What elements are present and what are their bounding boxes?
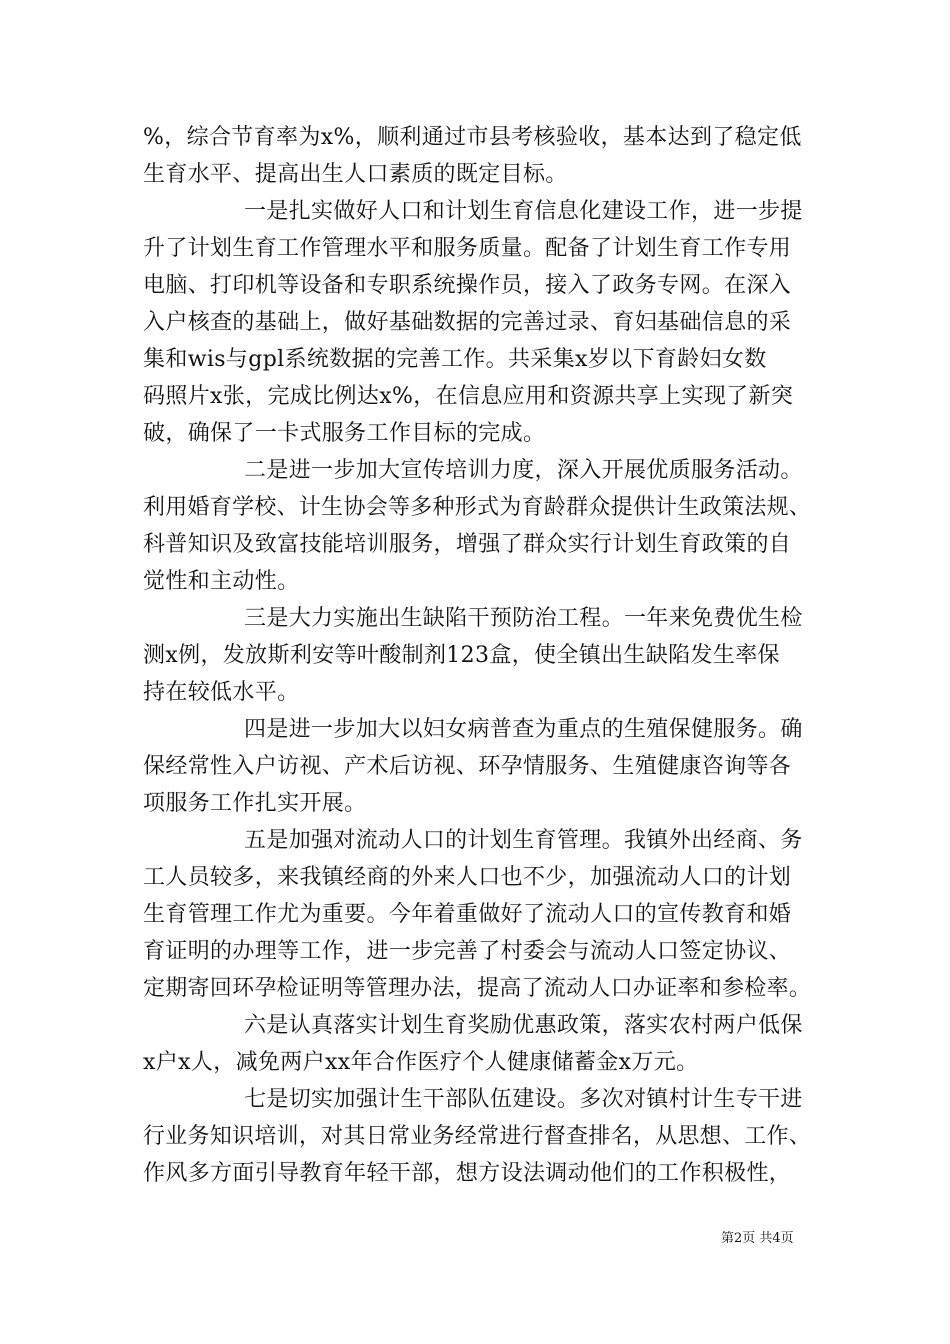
text-line: 破，确保了一卡式服务工作目标的完成。 bbox=[143, 421, 546, 446]
text-line: 觉性和主动性。 bbox=[143, 569, 300, 594]
paragraph-4-first-line: 四是进一步加大以妇女病普查为重点的生殖保健服务。确 bbox=[244, 717, 803, 742]
text-line: 电脑、打印机等设备和专职系统操作员，接入了政务专网。在深入 bbox=[143, 273, 792, 298]
paragraph-2-first-line: 二是进一步加大宣传培训力度，深入开展优质服务活动。 bbox=[244, 458, 803, 483]
text-line: 码照片x张，完成比例达x%，在信息应用和资源共享上实现了新突 bbox=[143, 384, 794, 409]
page-number: 第2页 共4页 bbox=[721, 1231, 794, 1246]
text-line: 集和wis与gpl系统数据的完善工作。共采集x岁以下育龄妇女数 bbox=[143, 347, 767, 372]
paragraph-5-first-line: 五是加强对流动人口的计划生育管理。我镇外出经商、务 bbox=[244, 828, 803, 853]
text-line: 科普知识及致富技能培训服务，增强了群众实行计划生育政策的自 bbox=[143, 532, 792, 557]
text-line: 定期寄回环孕检证明等管理办法，提高了流动人口办证率和参检率。 bbox=[143, 976, 812, 1001]
text-line: 利用婚育学校、计生协会等多种形式为育龄群众提供计生政策法规、 bbox=[143, 495, 812, 520]
text-line: 项服务工作扎实开展。 bbox=[143, 791, 367, 816]
text-line: 测x例，发放斯利安等叶酸制剂123盒，使全镇出生缺陷发生率保 bbox=[143, 643, 780, 668]
text-line: 生育水平、提高出生人口素质的既定目标。 bbox=[143, 162, 568, 187]
text-line: 保经常性入户访视、产术后访视、环孕情服务、生殖健康咨询等各 bbox=[143, 754, 792, 779]
text-line: 育证明的办理等工作，进一步完善了村委会与流动人口签定协议、 bbox=[143, 939, 792, 964]
text-line: 作风多方面引导教育年轻干部，想方设法调动他们的工作积极性， bbox=[143, 1161, 792, 1186]
paragraph-6-first-line: 六是认真落实计划生育奖励优惠政策，落实农村两户低保 bbox=[244, 1013, 803, 1038]
text-line: 升了计划生育工作管理水平和服务质量。配备了计划生育工作专用 bbox=[143, 236, 792, 261]
text-line: 入户核查的基础上，做好基础数据的完善过录、育妇基础信息的采 bbox=[143, 310, 792, 335]
text-line: x户x人，减免两户xx年合作医疗个人健康储蓄金x万元。 bbox=[143, 1050, 699, 1075]
paragraph-7-first-line: 七是切实加强计生干部队伍建设。多次对镇村计生专干进 bbox=[244, 1087, 803, 1112]
paragraph-1-first-line: 一是扎实做好人口和计划生育信息化建设工作，进一步提 bbox=[244, 199, 803, 224]
text-line: 行业务知识培训，对其日常业务经常进行督查排名，从思想、工作、 bbox=[143, 1124, 812, 1149]
text-line: 持在较低水平。 bbox=[143, 680, 300, 705]
text-line: %，综合节育率为x%，顺利通过市县考核验收，基本达到了稳定低 bbox=[143, 125, 802, 150]
text-line: 生育管理工作尤为重要。今年着重做好了流动人口的宣传教育和婚 bbox=[143, 902, 792, 927]
paragraph-3-first-line: 三是大力实施出生缺陷干预防治工程。一年来免费优生检 bbox=[244, 606, 803, 631]
text-line: 工人员较多，来我镇经商的外来人口也不少，加强流动人口的计划 bbox=[143, 865, 792, 890]
